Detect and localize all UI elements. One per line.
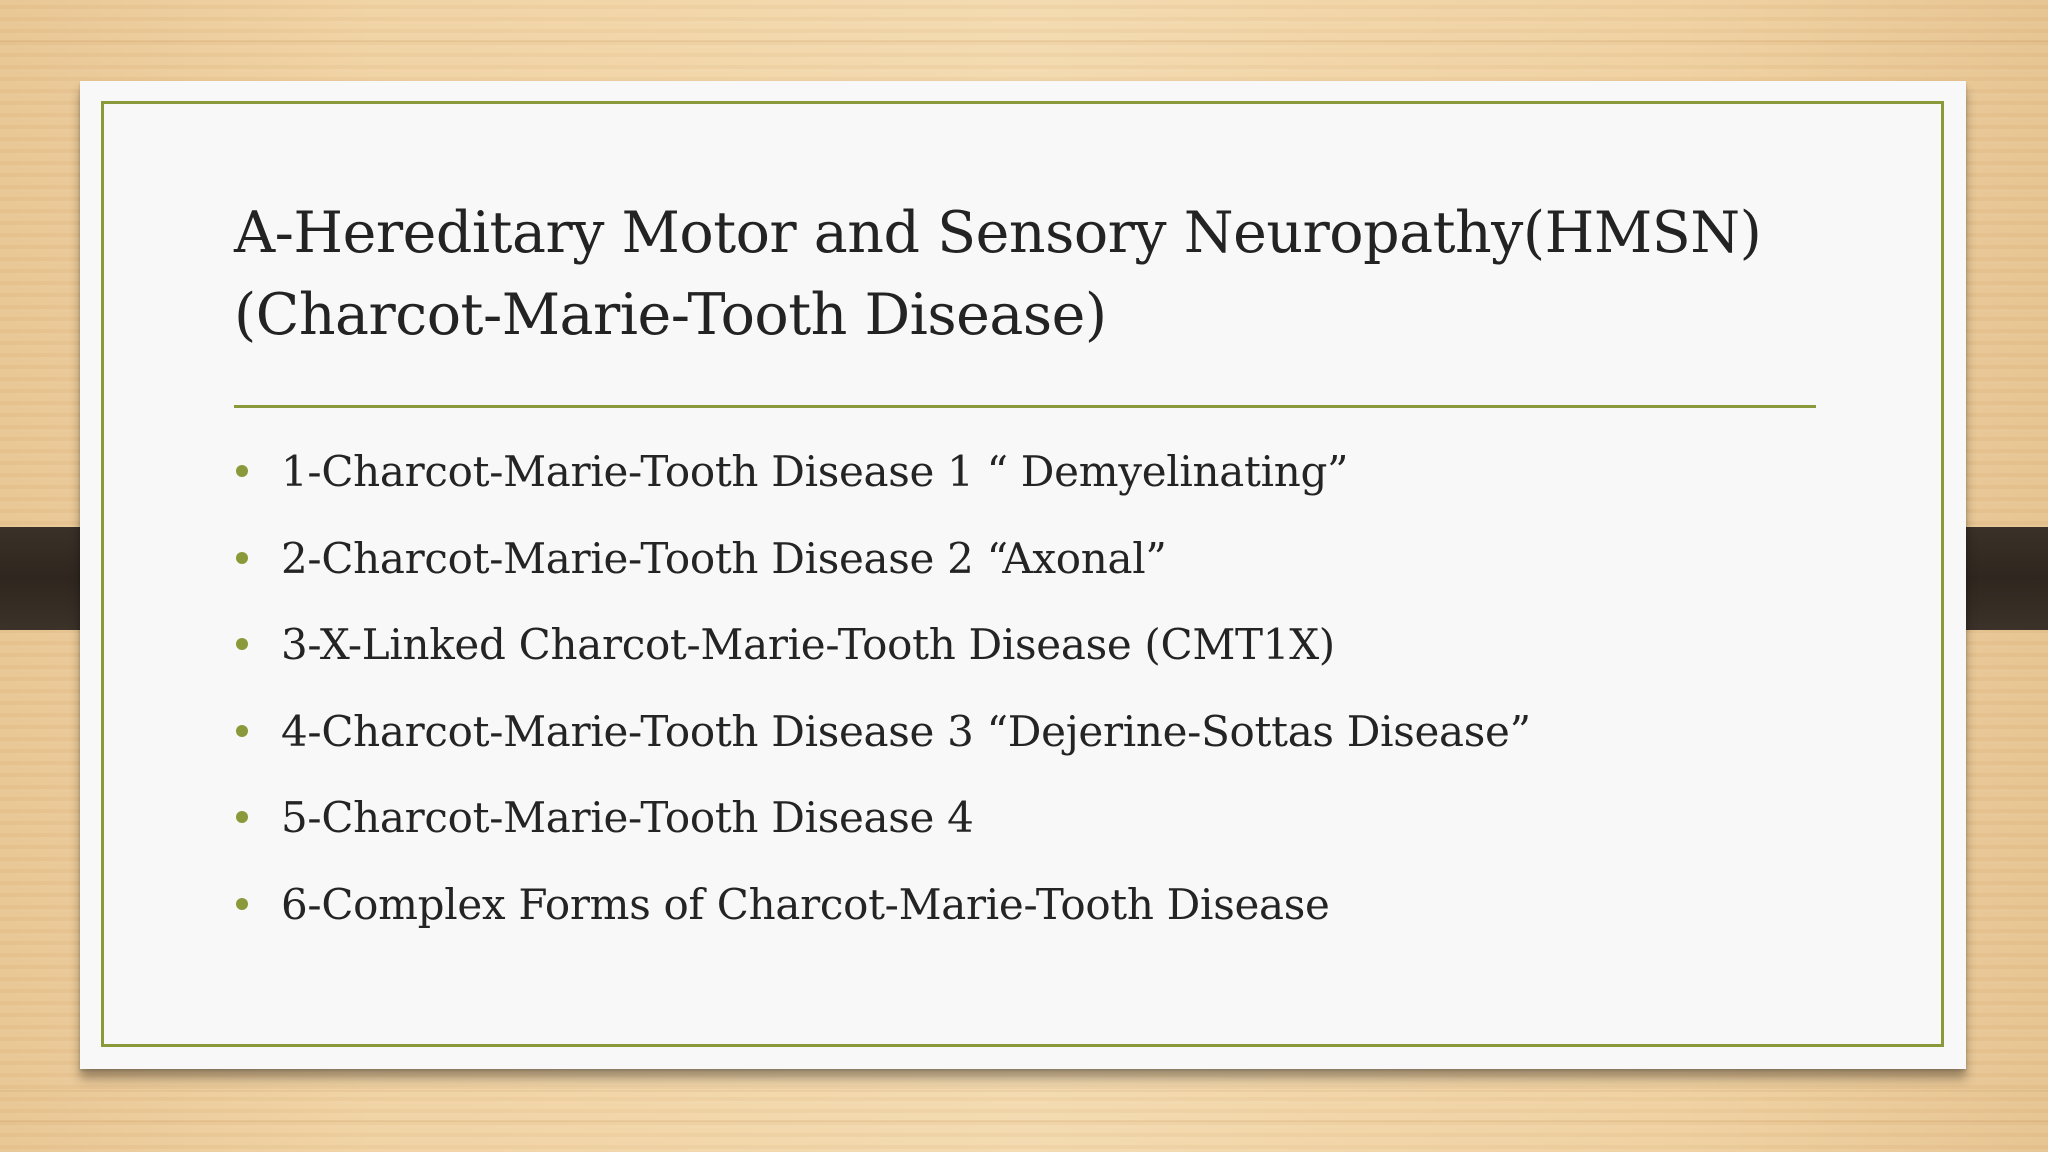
title-line-2: (Charcot-Marie-Tooth Disease) <box>234 282 1107 348</box>
bullet-dot-icon <box>236 811 248 823</box>
bullet-text: 3-X-Linked Charcot-Marie-Tooth Disease (CMT1X) <box>281 620 1335 670</box>
bullet-dot-icon <box>236 725 248 737</box>
wood-grain <box>0 1120 2048 1122</box>
bullet-text: 2-Charcot-Marie-Tooth Disease 2 “Axonal” <box>281 533 1167 583</box>
bullet-list <box>234 435 1834 955</box>
bullet-item-2 <box>234 522 1834 609</box>
title-divider <box>234 405 1816 408</box>
wood-grain <box>0 1090 2048 1092</box>
title-line-1: A-Hereditary Motor and Sensory Neuropathy(HMSN) <box>234 200 1762 266</box>
bullet-item-4 <box>234 695 1834 782</box>
bullet-text: 1-Charcot-Marie-Tooth Disease 1 “ Demyelinating” <box>281 447 1349 496</box>
bullet-dot-icon <box>236 552 248 564</box>
wood-grain <box>0 40 2048 42</box>
bullet-text: 5-Charcot-Marie-Tooth Disease 4 <box>281 793 974 843</box>
bullet-dot-icon <box>236 638 248 650</box>
bullet-item-5 <box>234 781 1834 868</box>
bullet-dot-icon <box>236 898 248 910</box>
bullet-text: 6-Complex Forms of Charcot-Marie-Tooth Disease <box>281 879 1330 929</box>
bullet-item-6 <box>234 868 1834 955</box>
bullet-dot-icon <box>236 465 248 477</box>
bullet-text: 4-Charcot-Marie-Tooth Disease 3 “Dejerine-Sottas Disease” <box>281 706 1531 756</box>
bullet-item-3 <box>234 608 1834 695</box>
slide-title <box>234 192 1834 356</box>
bullet-item-1 <box>234 435 1834 522</box>
